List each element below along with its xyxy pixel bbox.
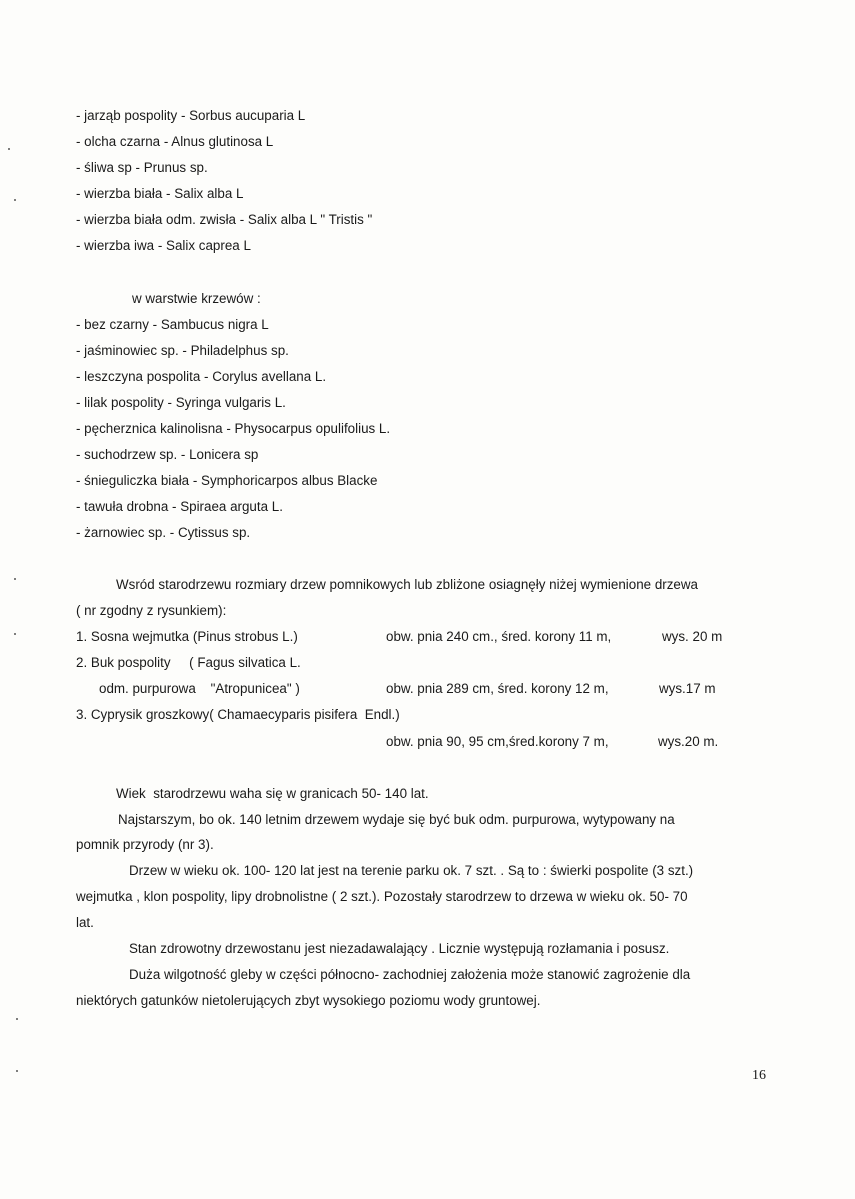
scan-speck <box>14 578 16 580</box>
shrub-list-item: - suchodrzew sp. - Lonicera sp <box>76 447 259 462</box>
scan-speck <box>16 1018 18 1020</box>
tree-list-item: - wierzba biała odm. zwisła - Salix alba L " Tristis " <box>76 212 373 227</box>
tree-list-item: - wierzba biała - Salix alba L <box>76 186 244 201</box>
scan-speck <box>14 633 16 635</box>
monument-tree-variety: odm. purpurowa "Atropunicea" ) <box>99 681 300 696</box>
tree-list-item: - śliwa sp - Prunus sp. <box>76 160 208 175</box>
monument-tree-height: wys.20 m. <box>658 734 719 749</box>
monument-tree-girth: obw. pnia 240 cm., śred. korony 11 m, <box>386 629 612 644</box>
paragraph-trees-age-end: lat. <box>76 915 94 930</box>
monument-tree-height: wys.17 m <box>659 681 716 696</box>
paragraph-trees-age: Drzew w wieku ok. 100- 120 lat jest na terenie parku ok. 7 szt. . Są to : świerki pospolite (3 szt.) <box>129 863 694 878</box>
monument-tree-name: 1. Sosna wejmutka (Pinus strobus L.) <box>76 629 298 644</box>
shrub-list-item: - leszczyna pospolita - Corylus avellana L. <box>76 369 327 384</box>
scan-speck <box>16 1070 18 1072</box>
paragraph-trees-age-cont: wejmutka , klon pospolity, lipy drobnolistne ( 2 szt.). Pozostały starodrzew to drzewa w wieku ok. 50- 70 <box>76 889 688 904</box>
shrub-list-item: - bez czarny - Sambucus nigra L <box>76 317 269 332</box>
tree-list-item: - jarząb pospolity - Sorbus aucuparia L <box>76 108 306 123</box>
scan-speck <box>14 199 16 201</box>
shrubs-heading: w warstwie krzewów : <box>132 291 261 306</box>
tree-list-item: - wierzba iwa - Salix caprea L <box>76 238 251 253</box>
shrub-list-item: - tawuła drobna - Spiraea arguta L. <box>76 499 283 514</box>
paragraph-humidity-cont: niektórych gatunków nietolerujących zbyt wysokiego poziomu wody gruntowej. <box>76 993 541 1008</box>
paragraph-oldest-cont: pomnik przyrody (nr 3). <box>76 837 214 852</box>
monument-tree-girth: obw. pnia 289 cm, śred. korony 12 m, <box>386 681 609 696</box>
monument-tree-name: 2. Buk pospolity ( Fagus silvatica L. <box>76 655 301 670</box>
shrub-list-item: - żarnowiec sp. - Cytissus sp. <box>76 525 251 540</box>
shrub-list-item: - śnieguliczka biała - Symphoricarpos albus Blacke <box>76 473 378 488</box>
monument-tree-name: 3. Cyprysik groszkowy( Chamaecyparis pisifera Endl.) <box>76 707 400 722</box>
scan-speck <box>8 148 10 150</box>
paragraph-health: Stan zdrowotny drzewostanu jest niezadawalający . Licznie występują rozłamania i posusz. <box>129 941 670 956</box>
paragraph-humidity: Duża wilgotność gleby w części północno- zachodniej założenia może stanowić zagrożenie dla <box>129 967 691 982</box>
shrub-list-item: - pęcherznica kalinolisna - Physocarpus opulifolius L. <box>76 421 391 436</box>
shrub-list-item: - lilak pospolity - Syringa vulgaris L. <box>76 395 286 410</box>
shrub-list-item: - jaśminowiec sp. - Philadelphus sp. <box>76 343 289 358</box>
page-number: 16 <box>752 1068 766 1083</box>
monument-intro-note: ( nr zgodny z rysunkiem): <box>76 603 227 618</box>
paragraph-oldest: Najstarszym, bo ok. 140 letnim drzewem wydaje się być buk odm. purpurowa, wytypowany na <box>118 812 675 827</box>
monument-intro: Wsród starodrzewu rozmiary drzew pomnikowych lub zbliżone osiagnęły niżej wymienione drzewa <box>116 577 698 592</box>
monument-tree-height: wys. 20 m <box>662 629 723 644</box>
paragraph-age: Wiek starodrzewu waha się w granicach 50- 140 lat. <box>116 786 429 801</box>
monument-tree-girth: obw. pnia 90, 95 cm,śred.korony 7 m, <box>386 734 609 749</box>
tree-list-item: - olcha czarna - Alnus glutinosa L <box>76 134 274 149</box>
